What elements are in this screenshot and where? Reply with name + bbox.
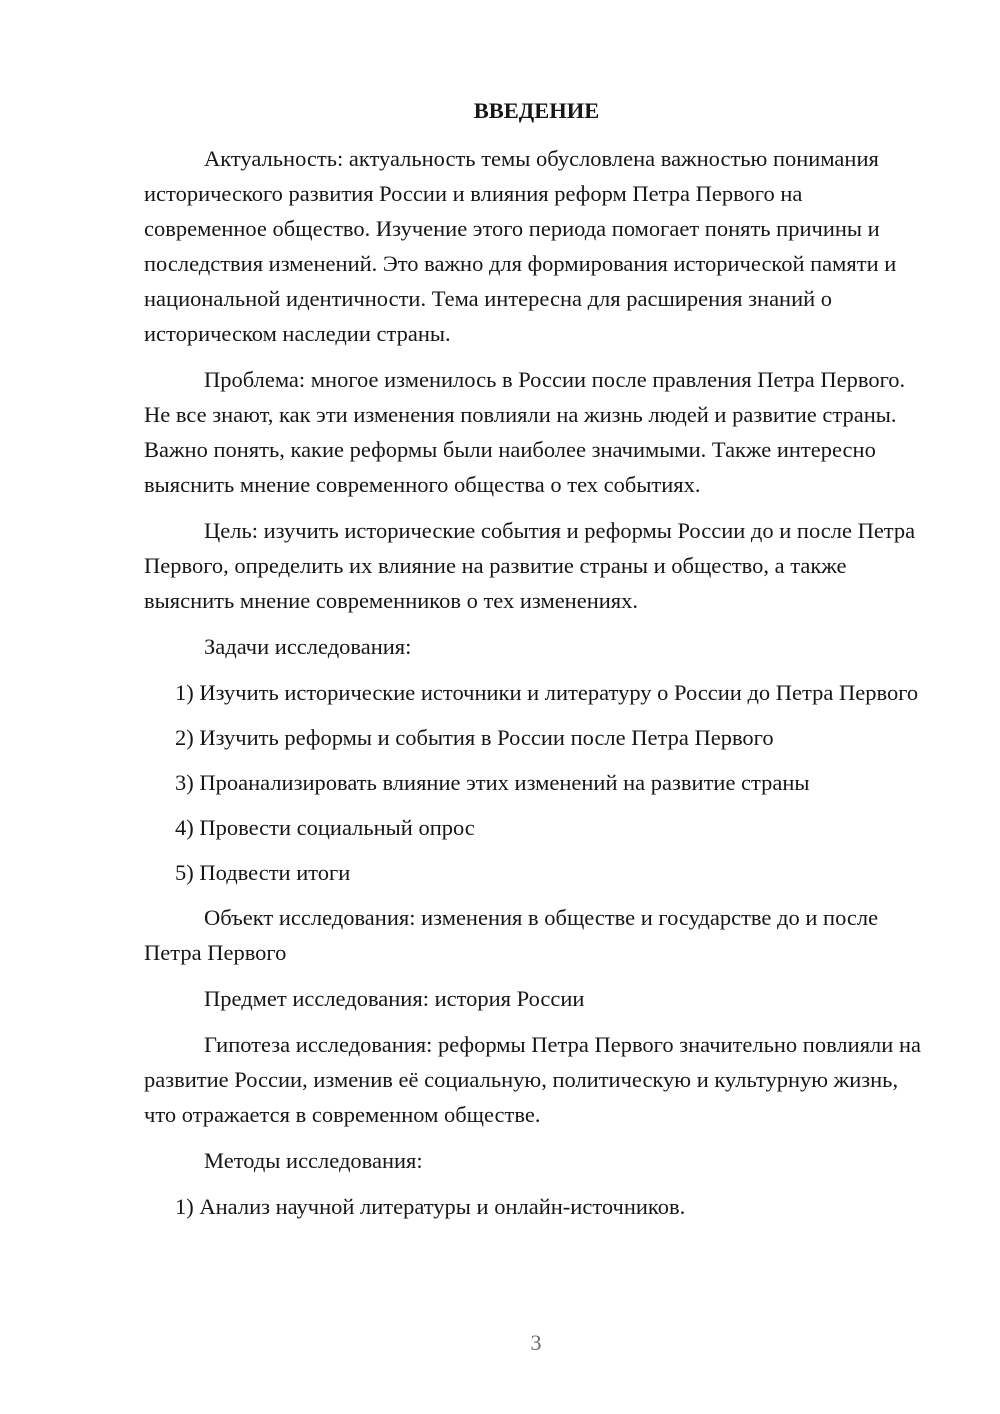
methods-title: Методы исследования: (204, 1148, 423, 1173)
relevance-paragraph: Актуальность: актуальность темы обусловлена важностью понимания исторического развития России и влияния реформ Петра Первого на современное общество. Изучение этого периода помогает понять причины и последствия изменений. Это важно для формирования исторической памяти и национальной идентичности. Тема интересна для расширения знаний о историческом наследии страны. (144, 146, 897, 346)
hypothesis-paragraph: Гипотеза исследования: реформы Петра Первого значительно повлияли на развитие России, изменив её социальную, политическую и культурную жизнь, что отражается в современном обществе. (144, 1032, 921, 1127)
method-item-1: 1) Анализ научной литературы и онлайн-источников. (175, 1194, 686, 1219)
subject-paragraph: Предмет исследования: история России (204, 986, 585, 1011)
page-number: 3 (530, 1330, 542, 1355)
task-item-5: 5) Подвести итоги (175, 860, 351, 885)
object-paragraph: Объект исследования: изменения в обществе и государстве до и после Петра Первого (144, 905, 879, 965)
section-heading: ВВЕДЕНИЕ (473, 98, 600, 123)
task-item-2: 2) Изучить реформы и события в России после Петра Первого (175, 725, 774, 750)
problem-paragraph: Проблема: многое изменилось в России после правления Петра Первого. Не все знают, как эти изменения повлияли на жизнь людей и развитие страны. Важно понять, какие реформы были наиболее значимыми. Также интересно выяснить мнение современного общества о тех событиях. (144, 367, 906, 497)
task-item-4: 4) Провести социальный опрос (175, 815, 475, 840)
goal-paragraph: Цель: изучить исторические события и реформы России до и после Петра Первого, определить их влияние на развитие страны и общество, а также выяснить мнение современников о тех изменениях. (144, 518, 916, 613)
task-item-1: 1) Изучить исторические источники и литературу о России до Петра Первого (175, 680, 919, 705)
document-body (144, 93, 928, 1234)
task-item-3: 3) Проанализировать влияние этих изменений на развитие страны (175, 770, 810, 795)
tasks-title: Задачи исследования: (204, 634, 412, 659)
